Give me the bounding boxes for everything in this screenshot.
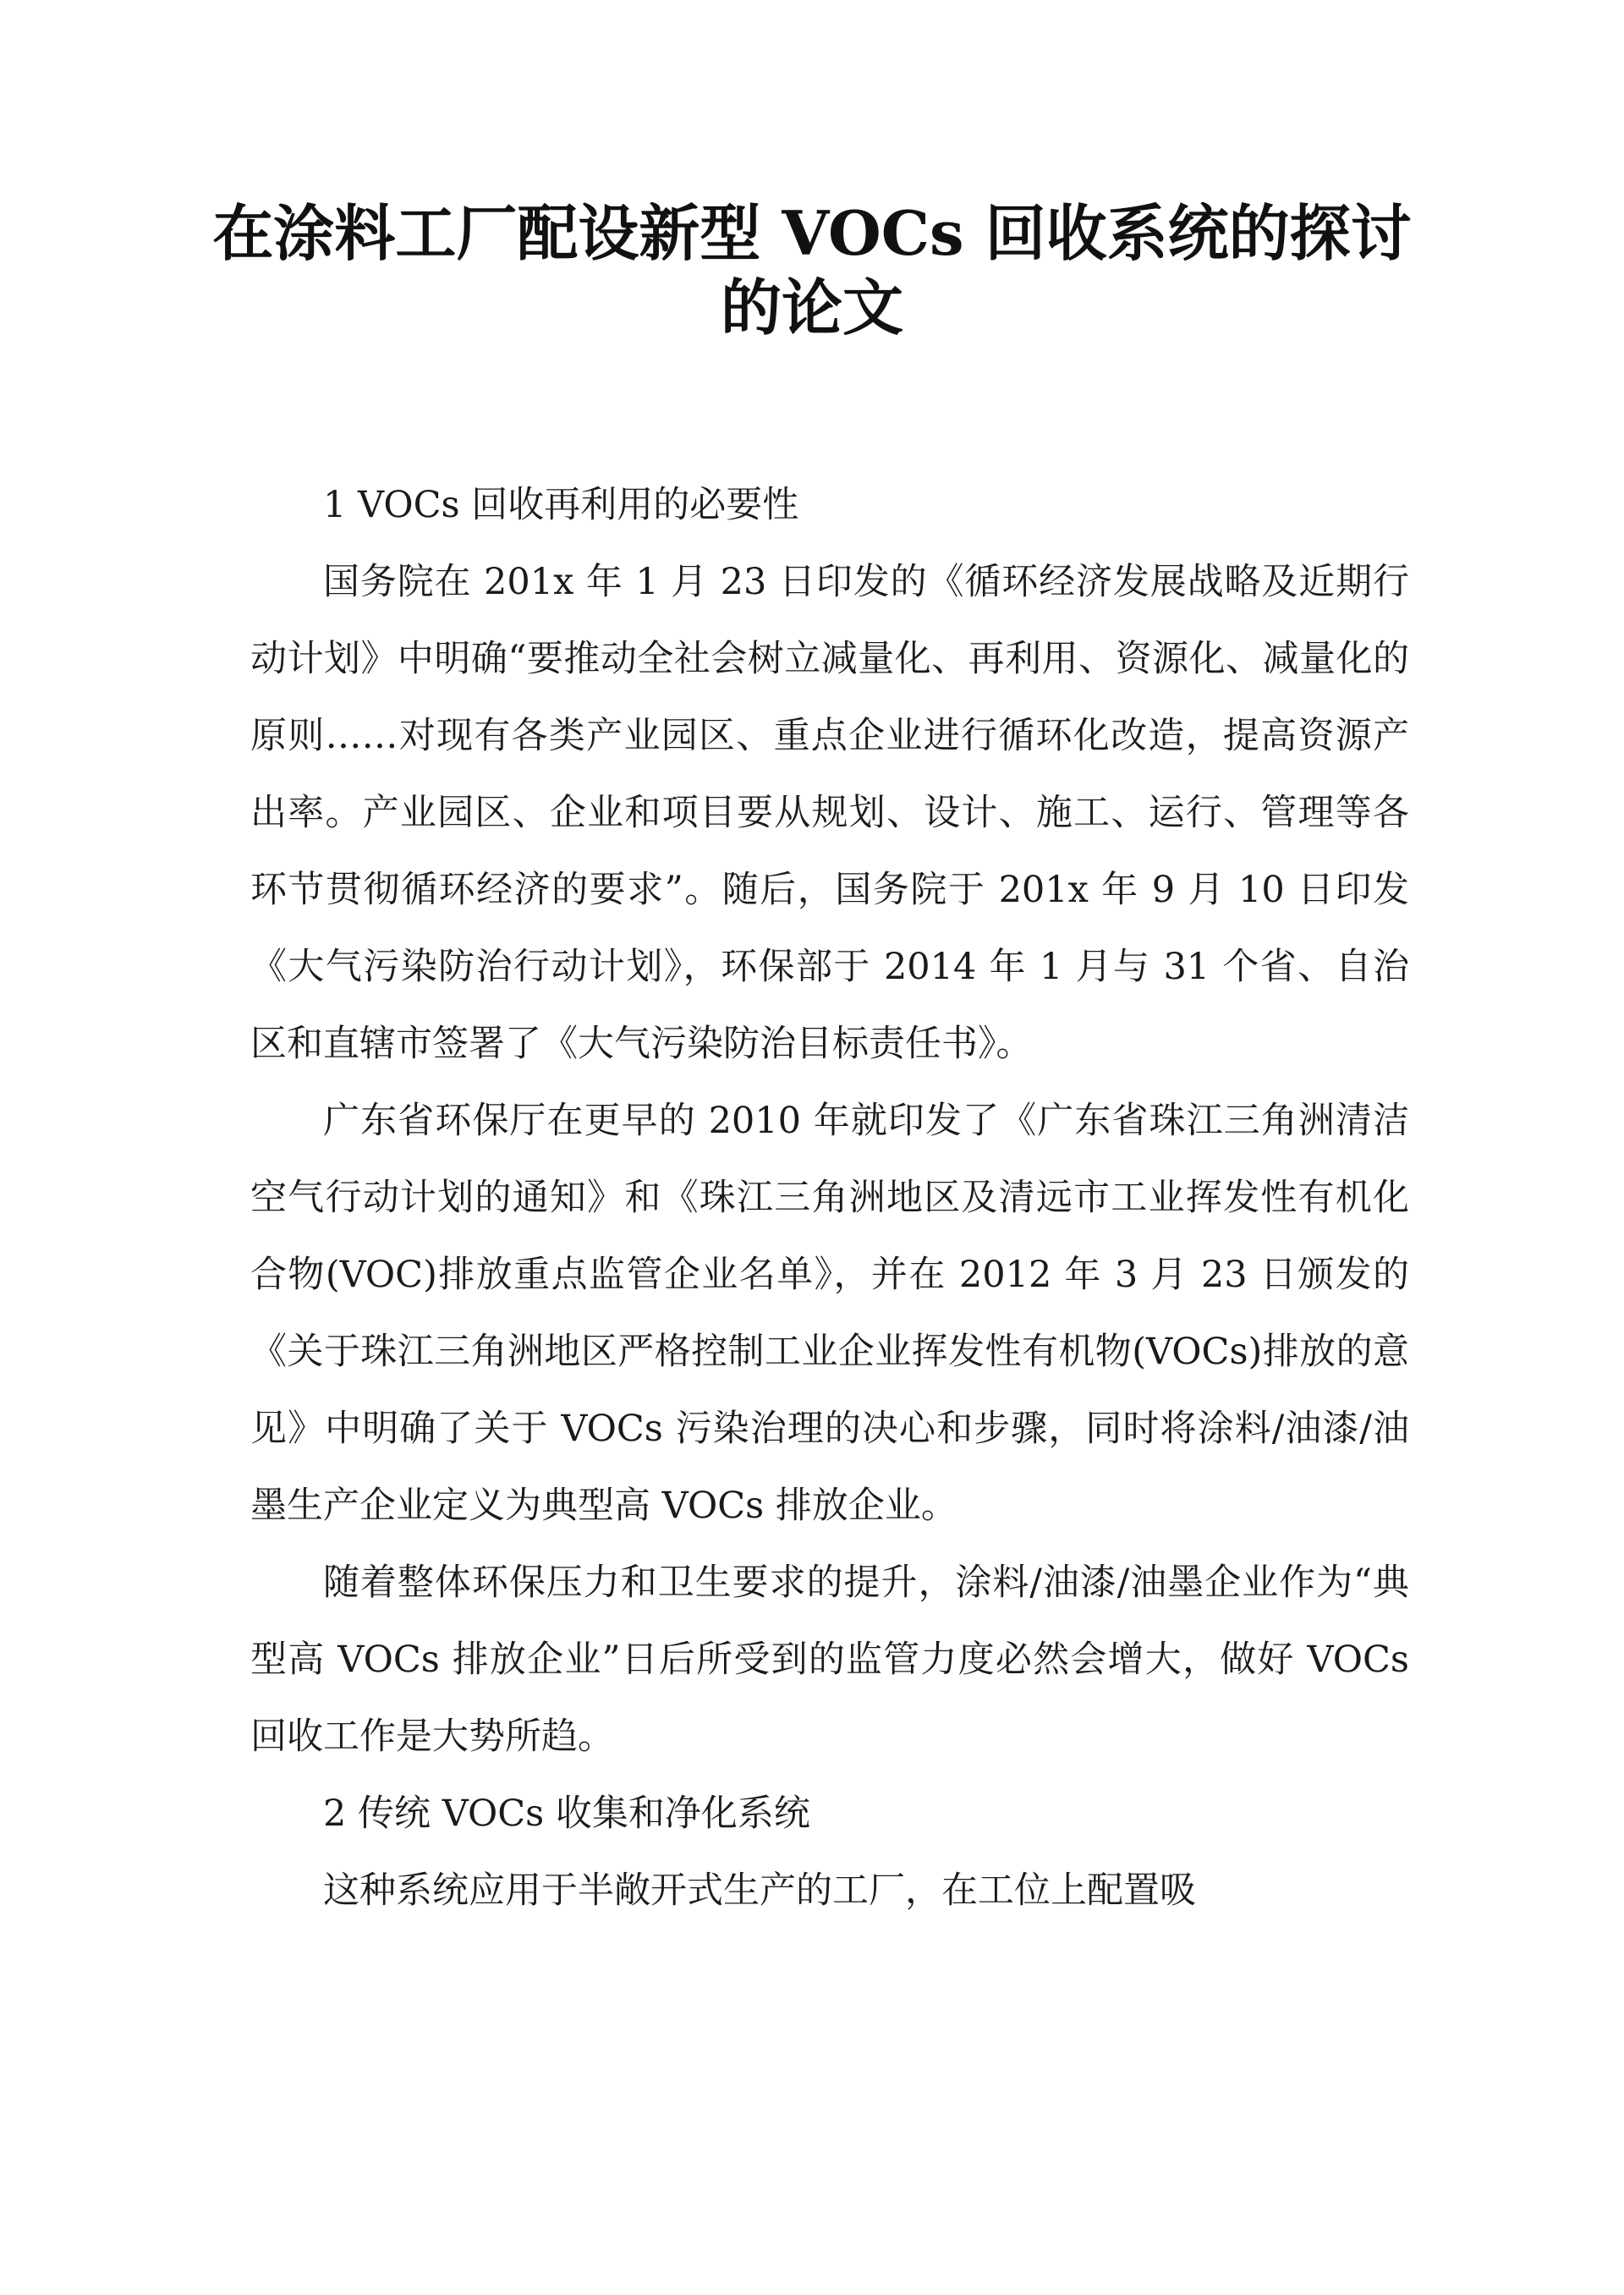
section-heading-1: 1 VOCs 回收再利用的必要性	[323, 484, 799, 526]
paragraph-trend: 随着整体环保压力和卫生要求的提升，涂料/油漆/油墨企业作为“典型高 VOCs 排放企业”日后所受到的监管力度必然会增大，做好 VOCs 回收工作是大势所趋。	[250, 1562, 1409, 1758]
title-line-1: 在涂料工厂配设新型 VOCs 回收系统的探讨	[212, 197, 1412, 269]
paragraph-policy: 国务院在 201x 年 1 月 23 日印发的《循环经济发展战略及近期行动计划》中明确“要推动全社会树立减量化、再利用、资源化、减量化的原则……对现有各类产业园区、重点企业进行循环化改造，提高资源产出率。产业园区、企业和项目要从规划、设计、施工、运行、管理等各环节贯彻循环经济的要求”。随后，国务院于 201x 年 9 月 10 日印发《大气污染防治行动计划》，环保部于 2014 年 1 月与 31 个省、自治区和直辖市签署了《大气污染防治目标责任书》。	[250, 561, 1409, 1065]
document-body	[250, 467, 1409, 1930]
document-title	[211, 196, 1413, 345]
paragraph-guangdong: 广东省环保厅在更早的 2010 年就印发了《广东省珠江三角洲清洁空气行动计划的通知》和《珠江三角洲地区及清远市工业挥发性有机化合物(VOC)排放重点监管企业名单》，并在 2012 年 3 月 23 日颁发的《关于珠江三角洲地区严格控制工业企业挥发性有机物(VOCs)排放的意见》中明确了关于 VOCs 污染治理的决心和步骤，同时将涂料/油漆/油墨生产企业定义为典型高 VOCs 排放企业。	[250, 1100, 1409, 1527]
paragraph-system: 这种系统应用于半敞开式生产的工厂，在工位上配置吸	[323, 1869, 1196, 1912]
section-heading-2: 2 传统 VOCs 收集和净化系统	[323, 1793, 810, 1835]
title-line-2: 的论文	[720, 272, 903, 343]
